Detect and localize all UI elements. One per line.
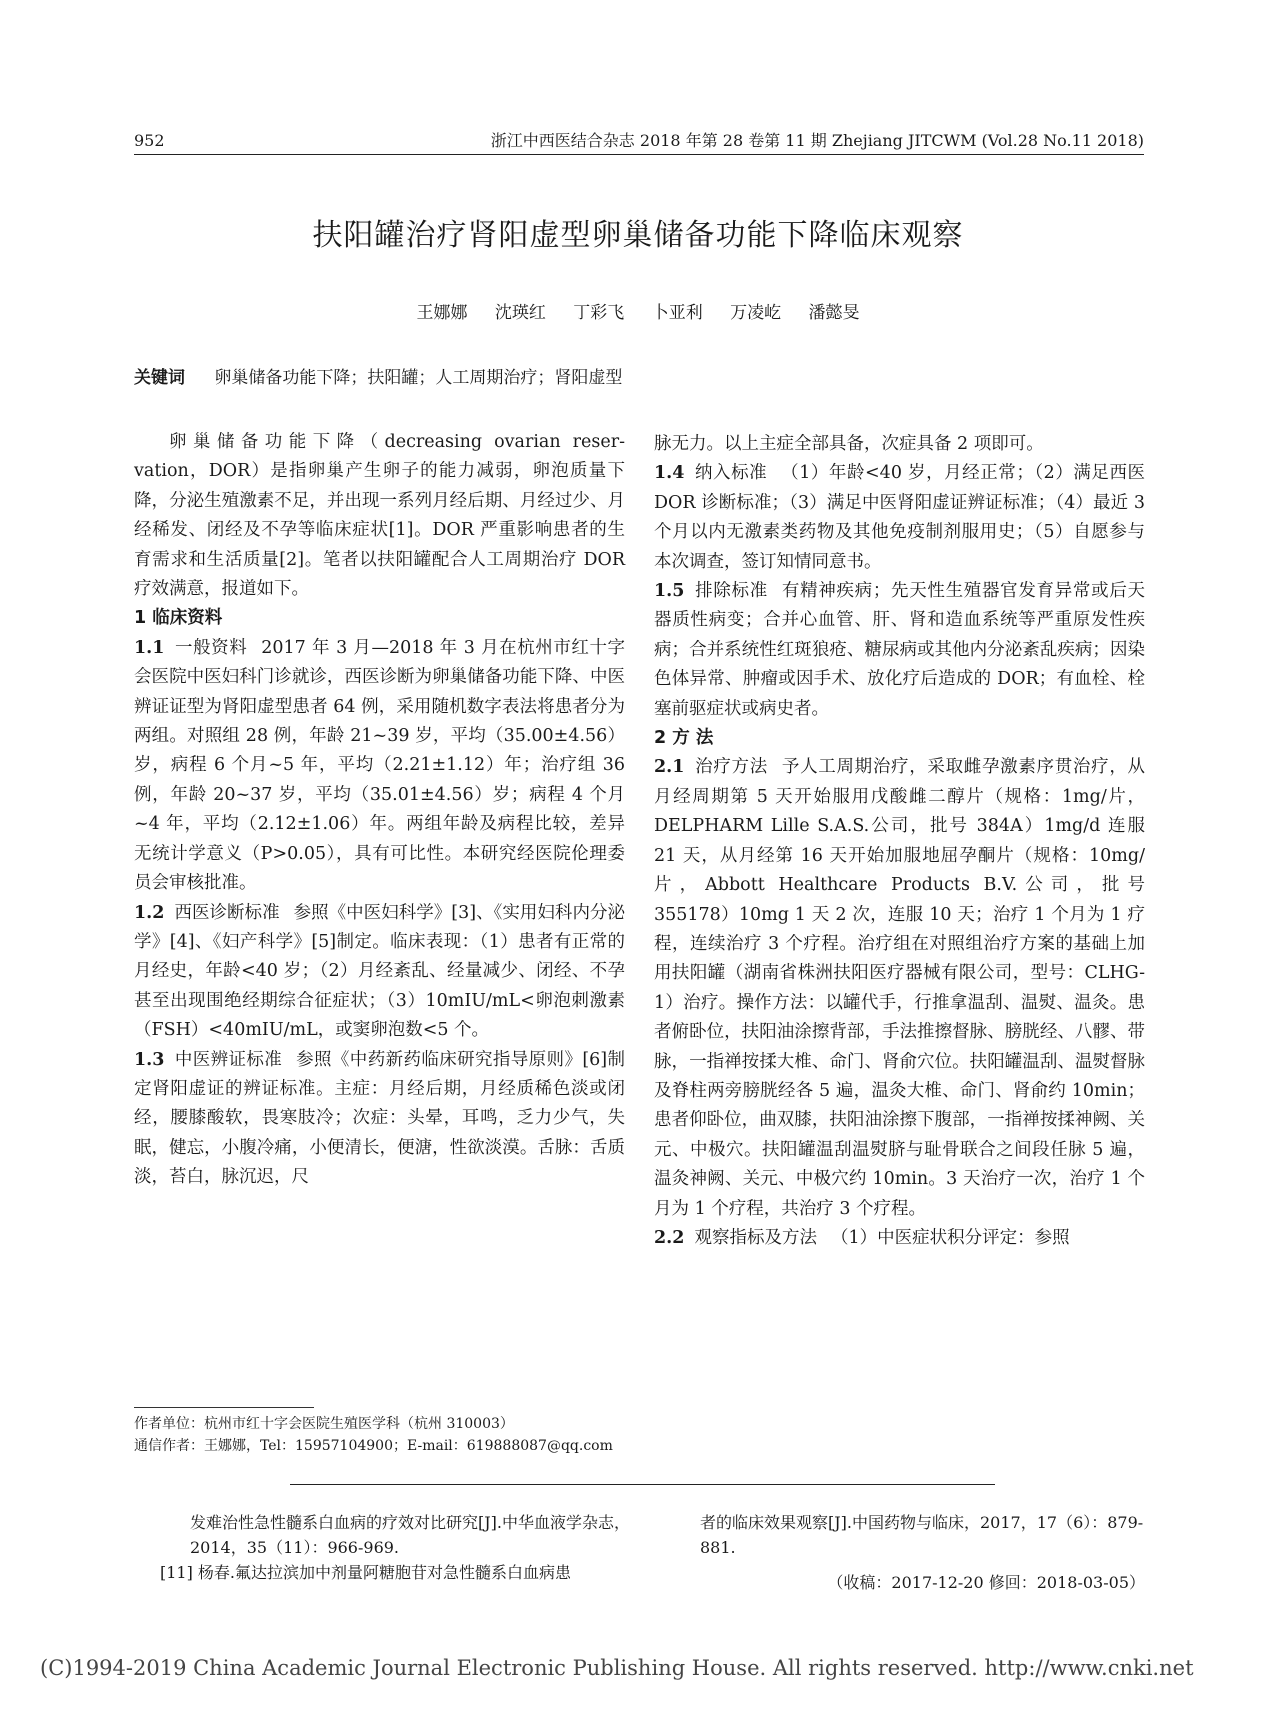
copyright-watermark: (C)1994-2019 China Academic Journal Electronic Publishing House. All rights reserved. http://www.cnki.net xyxy=(40,1656,1194,1680)
subsection-body: 予人工周期治疗，采取雌孕激素序贯治疗，从月经周期第 5 天开始服用戊酸雌二醇片（规格：1mg/片，DELPHARM Lille S.A.S.公司，批号 384A）1mg/d 连服 21 天，从月经第 16 天开始加服地屈孕酮片（规格：10mg/片，Abbott Healthcare Products B.V.公司，批号 355178）10mg 1 天 2 次，连服 10 天；治疗 1 个月为 1 疗程，连续治疗 3 个疗程。治疗组在对照组治疗方案的基础上加用扶阳罐（湖南省株洲扶阳医疗器械有限公司，型号：CLHG-1）治疗。操作方法：以罐代手，行推拿温刮、温熨、温灸。患者俯卧位，扶阳油涂擦背部，手法推擦督脉、膀胱经、八髎、带脉，一指禅按揉大椎、命门、肾俞穴位。扶阳罐温刮、温熨督脉及脊柱两旁膀胱经各 5 遍，温灸大椎、命门、肾俞约 10min；患者仰卧位，曲双膝，扶阳油涂擦下腹部，一指禅按揉神阙、关元、中极穴。扶阳罐温刮温熨脐与耻骨联合之间段任脉 5 遍，温灸神阙、关元、中极穴约 10min。3 天治疗一次，治疗 1 个月为 1 个疗程，共治疗 3 个疗程。 xyxy=(654,757,1146,1219)
reference-continued: 者的临床效果观察[J].中国药物与临床，2017，17（6）：879-881. xyxy=(700,1513,1144,1557)
subsection-body: 2017 年 3 月—2018 年 3 月在杭州市红十字会医院中医妇科门诊就诊，西医诊断为卵巢储备功能下降、中医辨证证型为肾阳虚型患者 64 例，采用随机数字表法将患者分为两组。对照组 28 例，年龄 21~39 岁，平均（35.00±4.56）岁，病程 6 个月~5 年，平均（2.21±1.12）年；治疗组 36 例，年龄 20~37 岁，平均（35.01±4.56）岁；病程 4 个月~4 年，平均（2.12±1.06）年。两组年龄及病程比较，差异无统计学意义（P>0.05），具有可比性。本研究经医院伦理委员会审核批准。 xyxy=(134,637,626,894)
subsection-1-4 xyxy=(654,459,1145,577)
subsection-2-2 xyxy=(654,1224,1145,1253)
page-number: 952 xyxy=(134,131,165,150)
subsection-number: 1.1 xyxy=(134,637,165,658)
subsection-number: 1.5 xyxy=(654,581,685,602)
subsection-title: 治疗方法 xyxy=(694,757,768,778)
keywords-line xyxy=(134,363,1134,388)
subsection-number: 1.3 xyxy=(134,1049,165,1070)
running-header xyxy=(134,130,1144,155)
left-column xyxy=(134,428,625,1193)
subsection-number: 2.1 xyxy=(654,757,685,778)
references-right xyxy=(700,1510,1145,1595)
footnote-rule xyxy=(134,1407,314,1408)
subsection-body: （1）年龄<40 岁，月经正常；（2）满足西医 DOR 诊断标准；（3）满足中医肾阳虚证辨证标准；（4）最近 3 个月以内无激素类药物及其他免疫制剂服用史；（5）自愿参与本次调查，签订知情同意书。 xyxy=(654,463,1145,572)
subsection-title: 观察指标及方法 xyxy=(694,1227,817,1248)
intro-paragraph: 卵巢储备功能下降（decreasing ovarian reser-vation，DOR）是指卵巢产生卵子的能力减弱，卵泡质量下降，分泌生殖激素不足，并出现一系列月经后期、月经过少、月经稀发、闭经及不孕等临床症状[1]。DOR 严重影响患者的生育需求和生活质量[2]。笔者以扶阳罐配合人工周期治疗 DOR 疗效满意，报道如下。 xyxy=(134,432,625,600)
article-title: 扶阳罐治疗肾阳虚型卵巢储备功能下降临床观察 xyxy=(312,218,964,253)
subsection-title: 排除标准 xyxy=(694,581,768,602)
subsection-2-1 xyxy=(654,753,1145,1224)
subsection-1-3 xyxy=(134,1046,625,1193)
reference-continued: 发难治性急性髓系白血病的疗效对比研究[J].中华血液学杂志，2014，35（11）：966-969. xyxy=(190,1513,630,1557)
section-heading-2: 2 方 法 xyxy=(654,728,714,749)
continued-paragraph: 脉无力。以上主症全部具备，次症具备 2 项即可。 xyxy=(654,434,1044,454)
subsection-title: 西医诊断标准 xyxy=(174,902,280,923)
subsection-title: 中医辨证标准 xyxy=(174,1049,283,1070)
reference-11: [11] 杨春.氟达拉滨加中剂量阿糖胞苷对急性髓系白血病患 xyxy=(160,1563,572,1582)
section-heading-1: 1 临床资料 xyxy=(134,608,223,629)
author-footnote xyxy=(134,1413,634,1457)
subsection-body: （1）中医症状积分评定：参照 xyxy=(830,1227,1070,1248)
references-left xyxy=(160,1510,635,1585)
section-divider xyxy=(290,1484,995,1485)
subsection-1-1 xyxy=(134,634,625,899)
subsection-number: 1.4 xyxy=(654,463,685,484)
keywords-text: 卵巢储备功能下降；扶阳罐；人工周期治疗；肾阳虚型 xyxy=(214,368,623,388)
subsection-1-5 xyxy=(654,577,1145,724)
right-column xyxy=(654,430,1145,1253)
journal-citation: 浙江中西医结合杂志 2018 年第 28 卷第 11 期 Zhejiang JITCWM (Vol.28 No.11 2018) xyxy=(490,131,1144,150)
subsection-title: 纳入标准 xyxy=(694,463,768,484)
author-affiliation: 作者单位：杭州市红十字会医院生殖医学科（杭州 310003） xyxy=(134,1416,514,1432)
received-dates: （收稿：2017-12-20 修回：2018-03-05） xyxy=(827,1573,1145,1592)
subsection-number: 1.2 xyxy=(134,902,165,923)
subsection-body: 参照《中医妇科学》[3]、《实用妇科内分泌学》[4]、《妇产科学》[5]制定。临床表现：（1）患者有正常的月经史，年龄<40 岁；（2）月经紊乱、经量减少、闭经、不孕甚至出现围绝经期综合征症状；（3）10mIU/mL<卵泡刺激素（FSH）<40mIU/mL，或窦卵泡数<5 个。 xyxy=(134,902,625,1041)
subsection-1-2 xyxy=(134,899,625,1046)
subsection-body: 有精神疾病；先天性生殖器官发育异常或后天器质性病变；合并心血管、肝、肾和造血系统等严重原发性疾病；合并系统性红斑狼疮、糖尿病或其他内分泌紊乱疾病；因染色体异常、肿瘤或因手术、放化疗后造成的 DOR；有血栓、栓塞前驱症状或病史者。 xyxy=(654,581,1146,719)
keywords-label: 关键词 xyxy=(134,368,185,388)
subsection-title: 一般资料 xyxy=(174,637,248,658)
corresponding-author: 通信作者：王娜娜，Tel：15957104900；E-mail：619888087@qq.com xyxy=(134,1438,613,1454)
author-list: 王娜娜 沈瑛红 丁彩飞 卜亚利 万凌屹 潘懿旻 xyxy=(416,303,860,323)
subsection-number: 2.2 xyxy=(654,1227,685,1248)
subsection-body: 参照《中药新药临床研究指导原则》[6]制定肾阳虚证的辨证标准。主症：月经后期，月经质稀色淡或闭经，腰膝酸软，畏寒肢冷；次症：头晕，耳鸣，乏力少气，失眠，健忘，小腹冷痛，小便清长，便溏，性欲淡漠。舌脉：舌质淡，苔白，脉沉迟，尺 xyxy=(134,1049,625,1188)
